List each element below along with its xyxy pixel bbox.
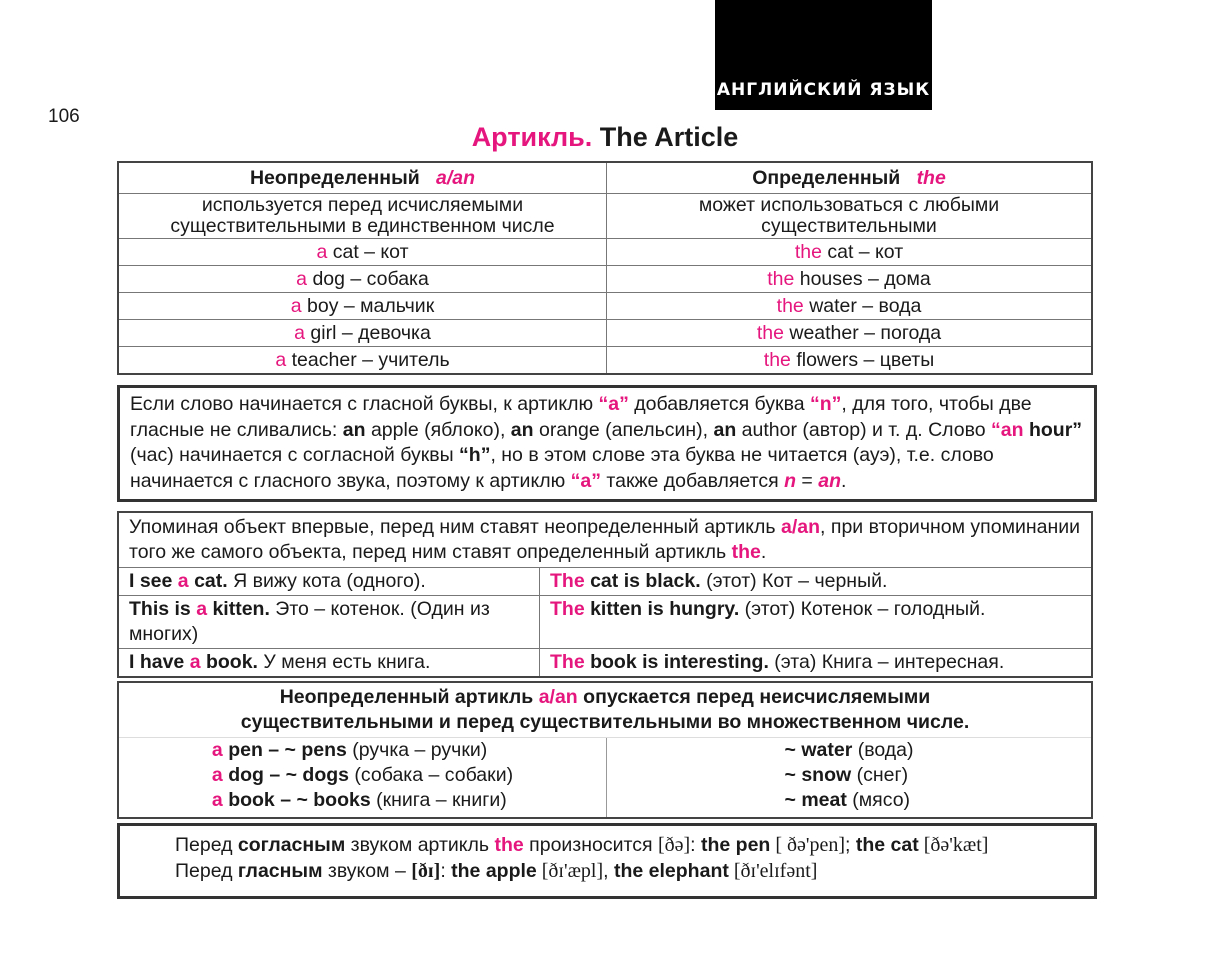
pronunciation-consonant: Перед согласным звуком артикль the произносится [ðə]: the pen [ ðə'pen]; the cat [ðə'kæt] [175, 834, 989, 856]
table-row: This is a kitten. Это – котенок. (Один из многих) The kitten is hungry. (этот) Котенок – голодный. [118, 596, 1092, 649]
article-comparison-table [117, 161, 1093, 375]
countable-examples [118, 738, 607, 819]
list-item: ~ water (вода) [784, 739, 914, 761]
definite-article-label: the [916, 166, 946, 189]
list-item: ~ snow (снег) [784, 764, 909, 786]
omission-rule-intro: Неопределенный артикль a/an опускается перед неисчисляемыми существительными и перед существительными во множественном числе. [118, 682, 1092, 738]
list-item: ~ meat (мясо) [784, 789, 911, 811]
first-second-mention-table [117, 511, 1093, 678]
list-item: a book – ~ books (книга – книги) [211, 789, 507, 811]
section-header-label: АНГЛИЙСКИЙ ЯЗЫК [716, 80, 931, 100]
table-row: I have a book. У меня есть книга. The book is interesting. (эта) Книга – интересная. [118, 649, 1092, 678]
page-title [0, 122, 1210, 153]
pronunciation-box [117, 823, 1097, 899]
title-ru: Артикль. [471, 122, 593, 152]
list-item: a pen – ~ pens (ручка – ручки) [211, 739, 488, 761]
table-row: a boy – мальчик the water – вода [118, 293, 1092, 320]
vowel-rule-box: Если слово начинается с гласной буквы, к артиклю “a” добавляется буква “n”, для того, чтобы две гласные не сливались: an apple (яблоко), an orange (апельсин), an author (автор) и т. д. Слово “an hour” (час) начинается с согласной буквы “h”, но в этом слове эта буква не читается (ауэ), т.е. слово начинается с гласного звука, поэтому к артиклю “a” также добавляется n = an. [117, 385, 1097, 502]
pronunciation-vowel: Перед гласным звуком – [ðɪ]: the apple [ðɪ'æpl], the elephant [ðɪ'elɪfənt] [175, 860, 818, 882]
indefinite-header: Неопределенный a/an [118, 162, 607, 194]
title-en: The Article [599, 122, 739, 152]
table-row: a dog – собака the houses – дома [118, 266, 1092, 293]
uncountable-examples [607, 738, 1093, 819]
section-header-block [715, 0, 932, 110]
definite-header: Определенный the [607, 162, 1093, 194]
table-row: I see a cat. Я вижу кота (одного). The cat is black. (этот) Кот – черный. [118, 568, 1092, 596]
mention-rule-intro: Упоминая объект впервые, перед ним ставят неопределенный артикль a/an, при вторичном упоминании того же самого объекта, перед ним ставят определенный артикль the. [118, 512, 1092, 568]
indefinite-description: используется перед исчисляемыми существительными в единственном числе [118, 194, 607, 239]
omission-table [117, 681, 1093, 819]
table-row: a teacher – учитель the flowers – цветы [118, 347, 1092, 375]
definite-description: может использоваться с любыми существительными [607, 194, 1093, 239]
table-row: a girl – девочка the weather – погода [118, 320, 1092, 347]
indefinite-article-label: a/an [436, 166, 476, 189]
table-row: a cat – кот the cat – кот [118, 239, 1092, 266]
list-item: a dog – ~ dogs (собака – собаки) [211, 764, 514, 786]
page-number: 106 [48, 106, 80, 127]
